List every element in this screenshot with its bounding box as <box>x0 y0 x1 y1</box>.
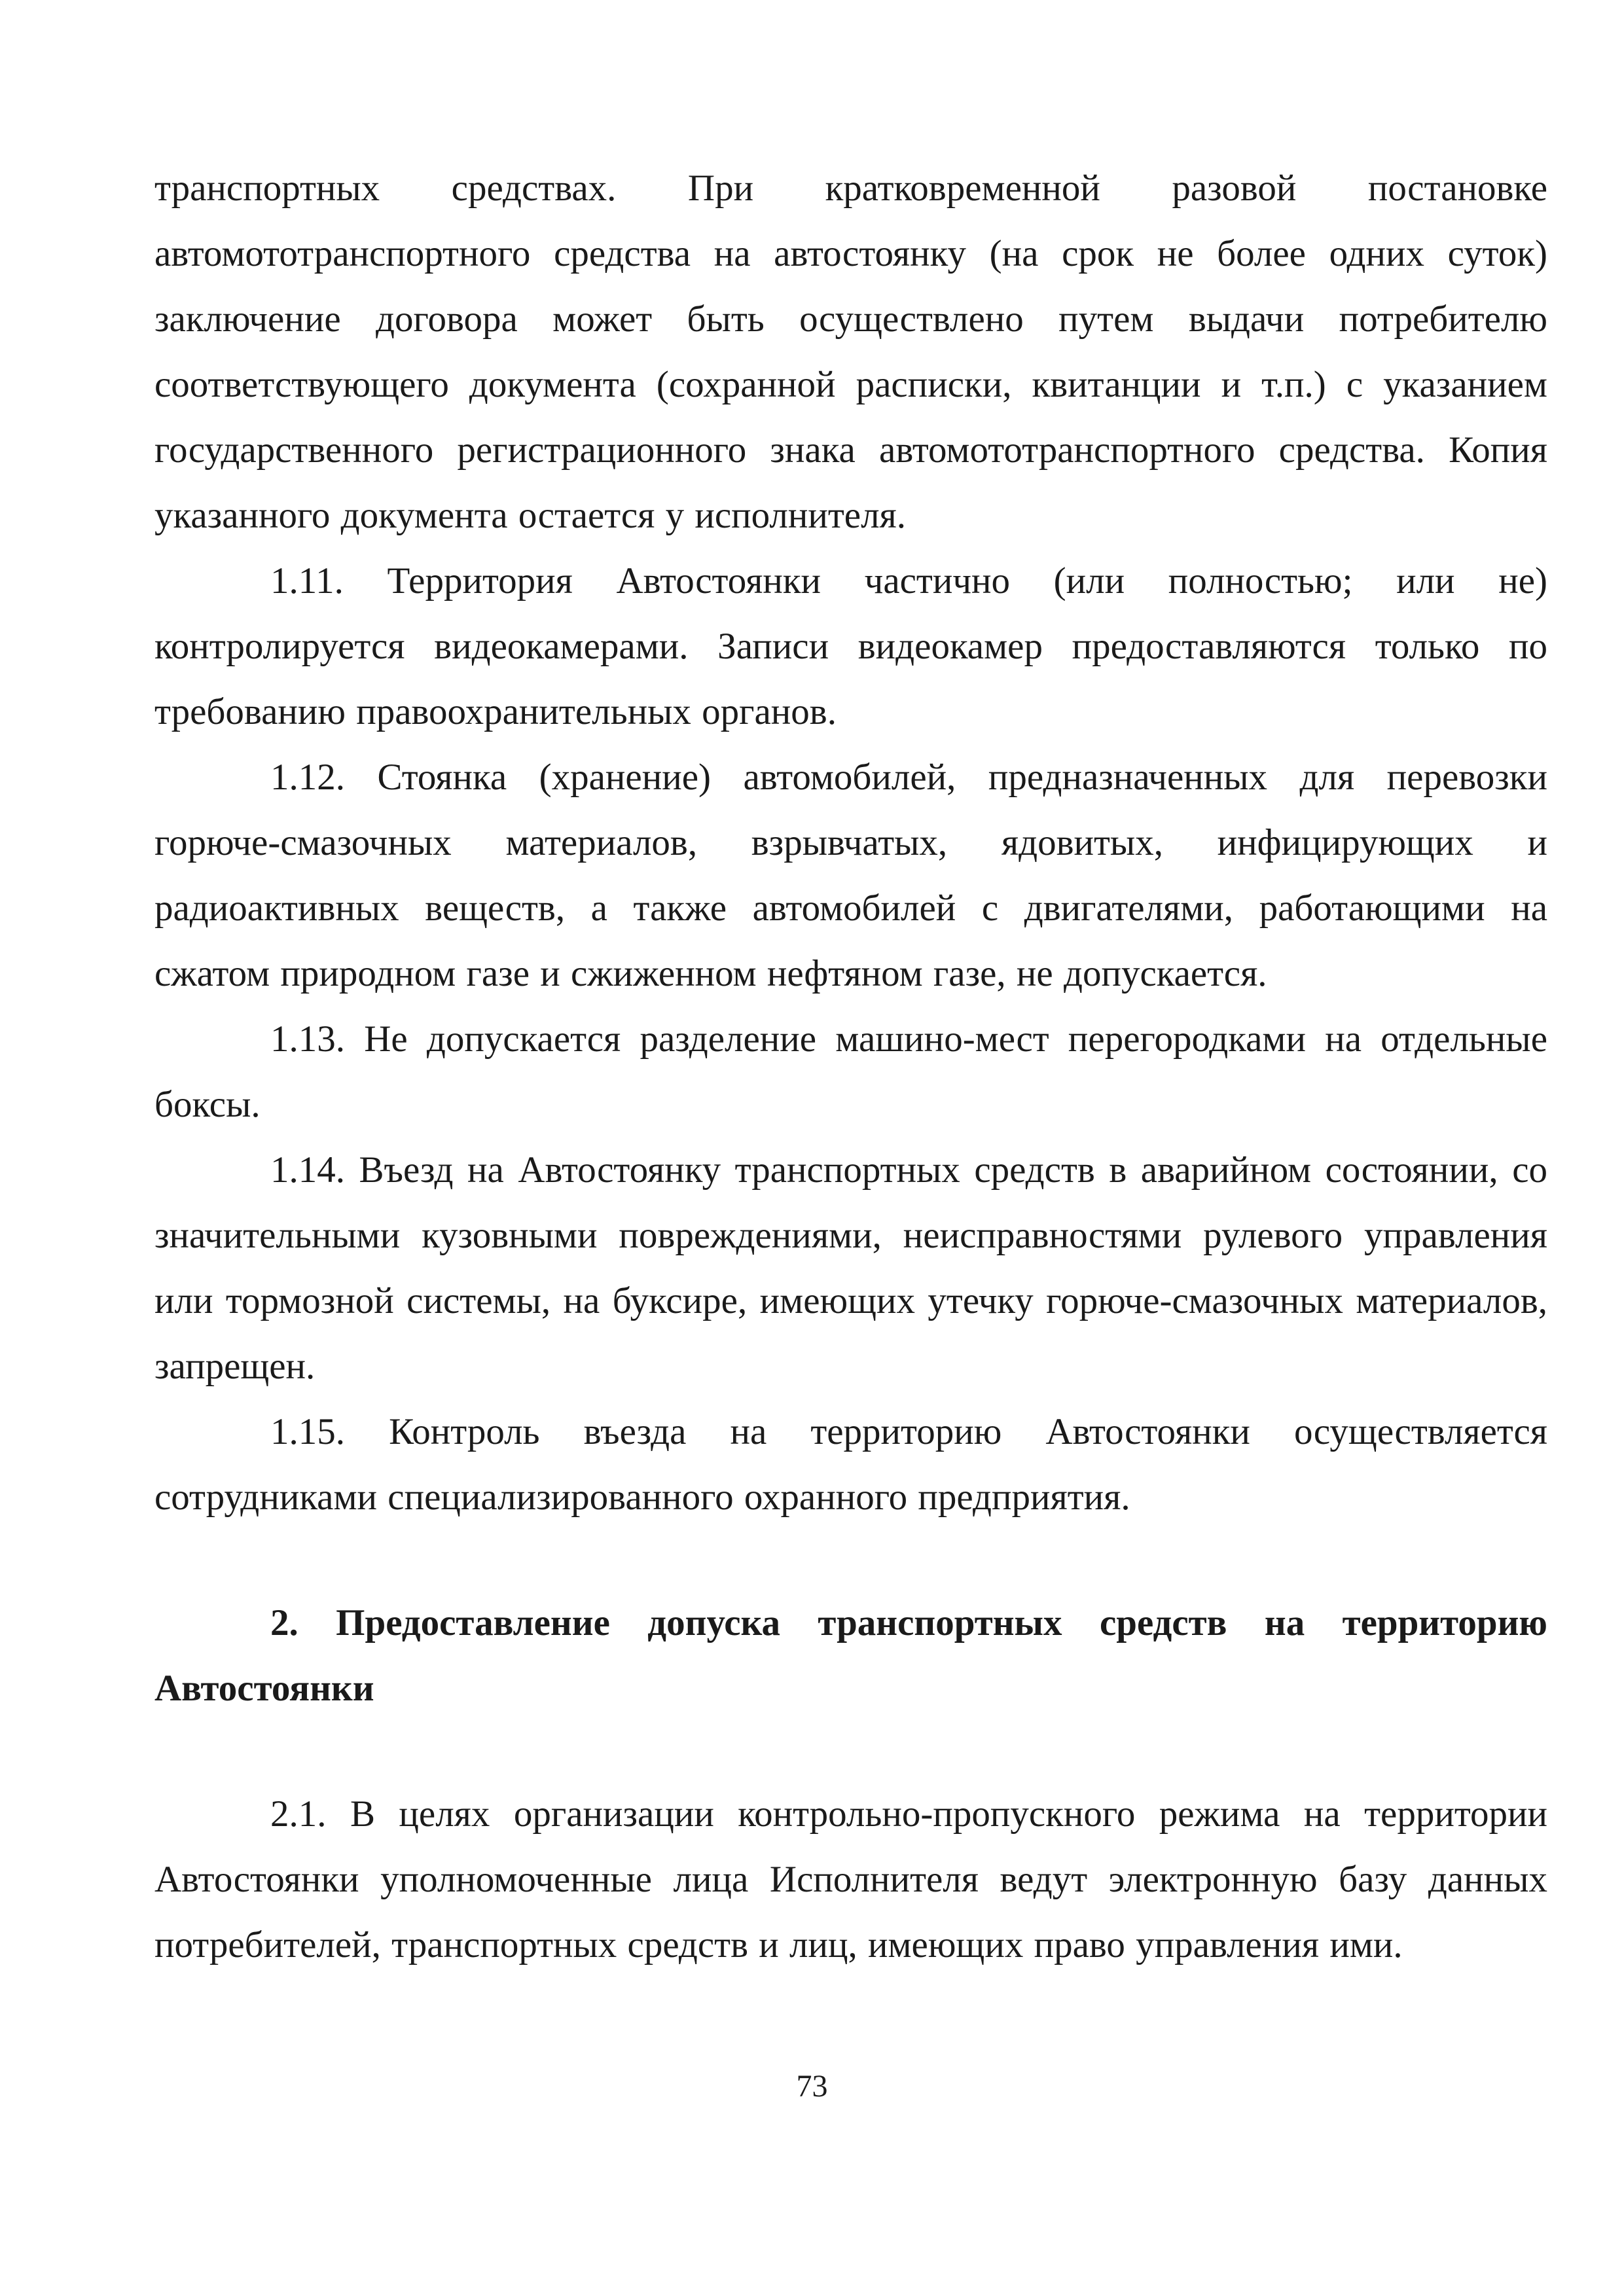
paragraph-1-15: 1.15. Контроль въезда на территорию Автостоянки осуществляется сотрудниками специализированного охранного предприятия. <box>154 1411 1547 1518</box>
section-heading-2: 2. Предоставление допуска транспортных средств на территорию Автостоянки <box>154 1602 1547 1709</box>
paragraph-1-11: 1.11. Территория Автостоянки частично (или полностью; или не) контролируется видеокамерами. Записи видеокамер предоставляются только по требованию правоохранительных органов. <box>154 560 1547 732</box>
paragraph-1-13: 1.13. Не допускается разделение машино-мест перегородками на отдельные боксы. <box>154 1018 1547 1125</box>
paragraph-1-14: 1.14. Въезд на Автостоянку транспортных средств в аварийном состоянии, со значительными кузовными повреждениями, неисправностями рулевого управления или тормозной системы, на буксире, имеющих утечку горюче-смазочных материалов, запрещен. <box>154 1149 1547 1387</box>
page-body <box>154 156 1547 1978</box>
paragraph-1-12: 1.12. Стоянка (хранение) автомобилей, предназначенных для перевозки горюче-смазочных материалов, взрывчатых, ядовитых, инфицирующих и радиоактивных веществ, а также автомобилей с двигателями, работающими на сжатом природном газе и сжиженном нефтяном газе, не допускается. <box>154 757 1547 994</box>
paragraph-2-1: 2.1. В целях организации контрольно-пропускного режима на территории Автостоянки уполномоченные лица Исполнителя ведут электронную базу данных потребителей, транспортных средств и лиц, имеющих право управления ими. <box>154 1793 1547 1965</box>
page-number: 73 <box>796 2069 828 2104</box>
paragraph-continuation: транспортных средствах. При кратковременной разовой постановке автомототранспортного средства на автостоянку (на срок не более одних суток) заключение договора может быть осуществлено путем выдачи потребителю соответствующего документа (сохранной расписки, квитанции и т.п.) с указанием государственного регистрационного знака автомототранспортного средства. Копия указанного документа остается у исполнителя. <box>154 168 1547 536</box>
